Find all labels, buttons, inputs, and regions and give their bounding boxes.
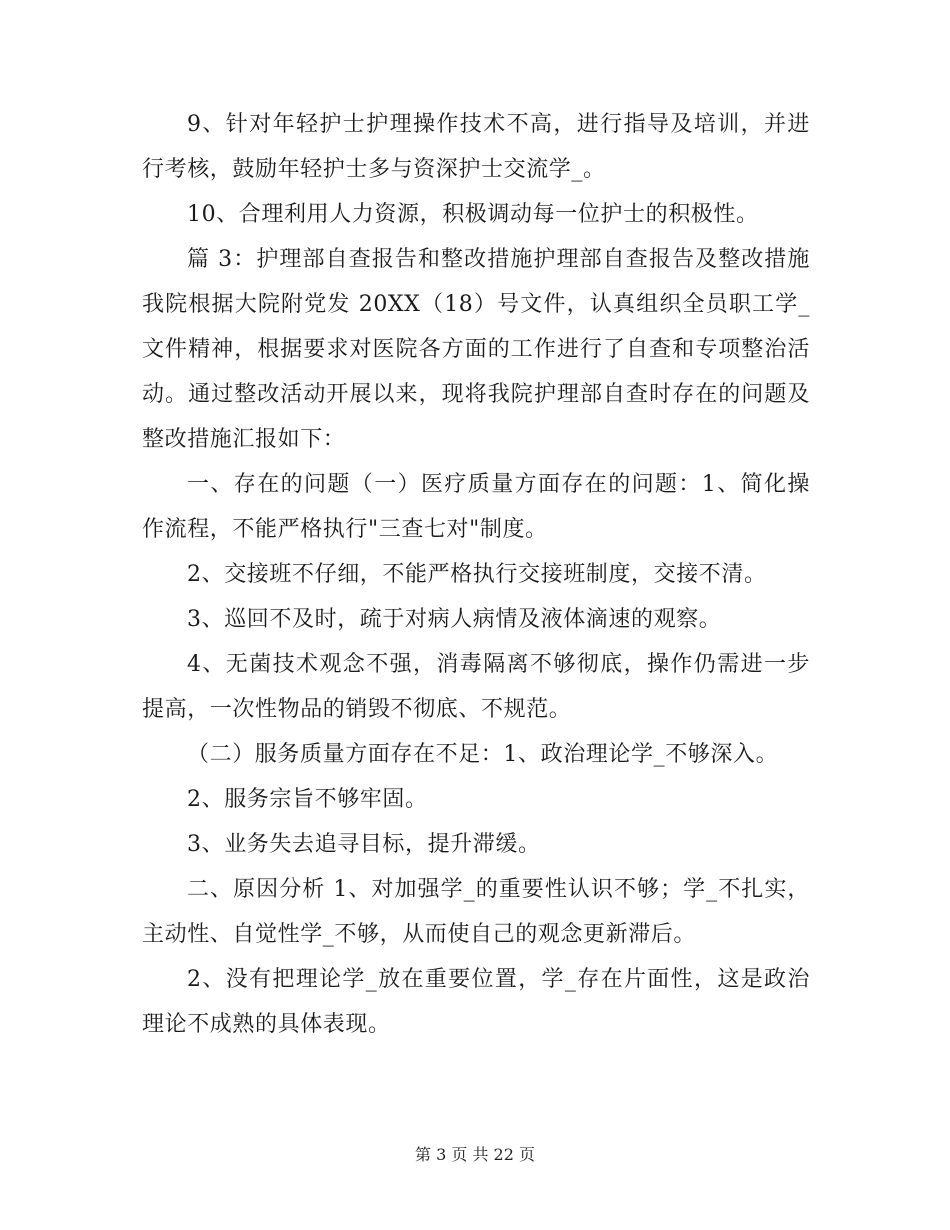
paragraph-problems-medical-3: 3、巡回不及时，疏于对病人病情及液体滴速的观察。 [187, 607, 722, 632]
paragraph-section-3-intro: 篇 3：护理部自查报告和整改措施护理部自查报告及整改措施我院根据大院附党发 20XX（18）号文件，认真组织全员职工学_文件精神，根据要求对医院各方面的工作进行了自查和专项整治活动。通过整改活动开展以来，现将我院护理部自查时存在的问题及整改措施汇报如下： [142, 247, 810, 452]
paragraph-problems-medical-1: 一、存在的问题（一）医疗质量方面存在的问题：1、简化操作流程，不能严格执行"三查七对"制度。 [142, 472, 810, 542]
paragraph-cause-analysis-1: 二、原因分析 1、对加强学_的重要性认识不够；学_不扎实，主动性、自觉性学_不够，从而使自己的观念更新滞后。 [142, 877, 810, 947]
paragraph-problems-service-2: 2、服务宗旨不够牢固。 [187, 787, 428, 812]
page-number-footer: 第 3 页 共 22 页 [415, 1145, 535, 1164]
paragraph-item-10: 10、合理利用人力资源，积极调动每一位护士的积极性。 [187, 202, 759, 227]
paragraph-problems-medical-4: 4、无菌技术观念不强，消毒隔离不够彻底，操作仍需进一步提高，一次性物品的销毁不彻底、不规范。 [142, 652, 810, 722]
paragraph-problems-service-3: 3、业务失去追寻目标，提升滞缓。 [187, 832, 541, 857]
document-body [142, 102, 810, 1047]
paragraph-cause-analysis-2: 2、没有把理论学_放在重要位置，学_存在片面性，这是政治理论不成熟的具体表现。 [142, 967, 810, 1037]
paragraph-problems-medical-2: 2、交接班不仔细，不能严格执行交接班制度，交接不清。 [187, 562, 767, 587]
paragraph-problems-service-1: （二）服务质量方面存在不足：1、政治理论学_不够深入。 [187, 742, 779, 767]
paragraph-item-9: 9、针对年轻护士护理操作技术不高，进行指导及培训，并进行考核，鼓励年轻护士多与资深护士交流学_。 [142, 112, 810, 182]
